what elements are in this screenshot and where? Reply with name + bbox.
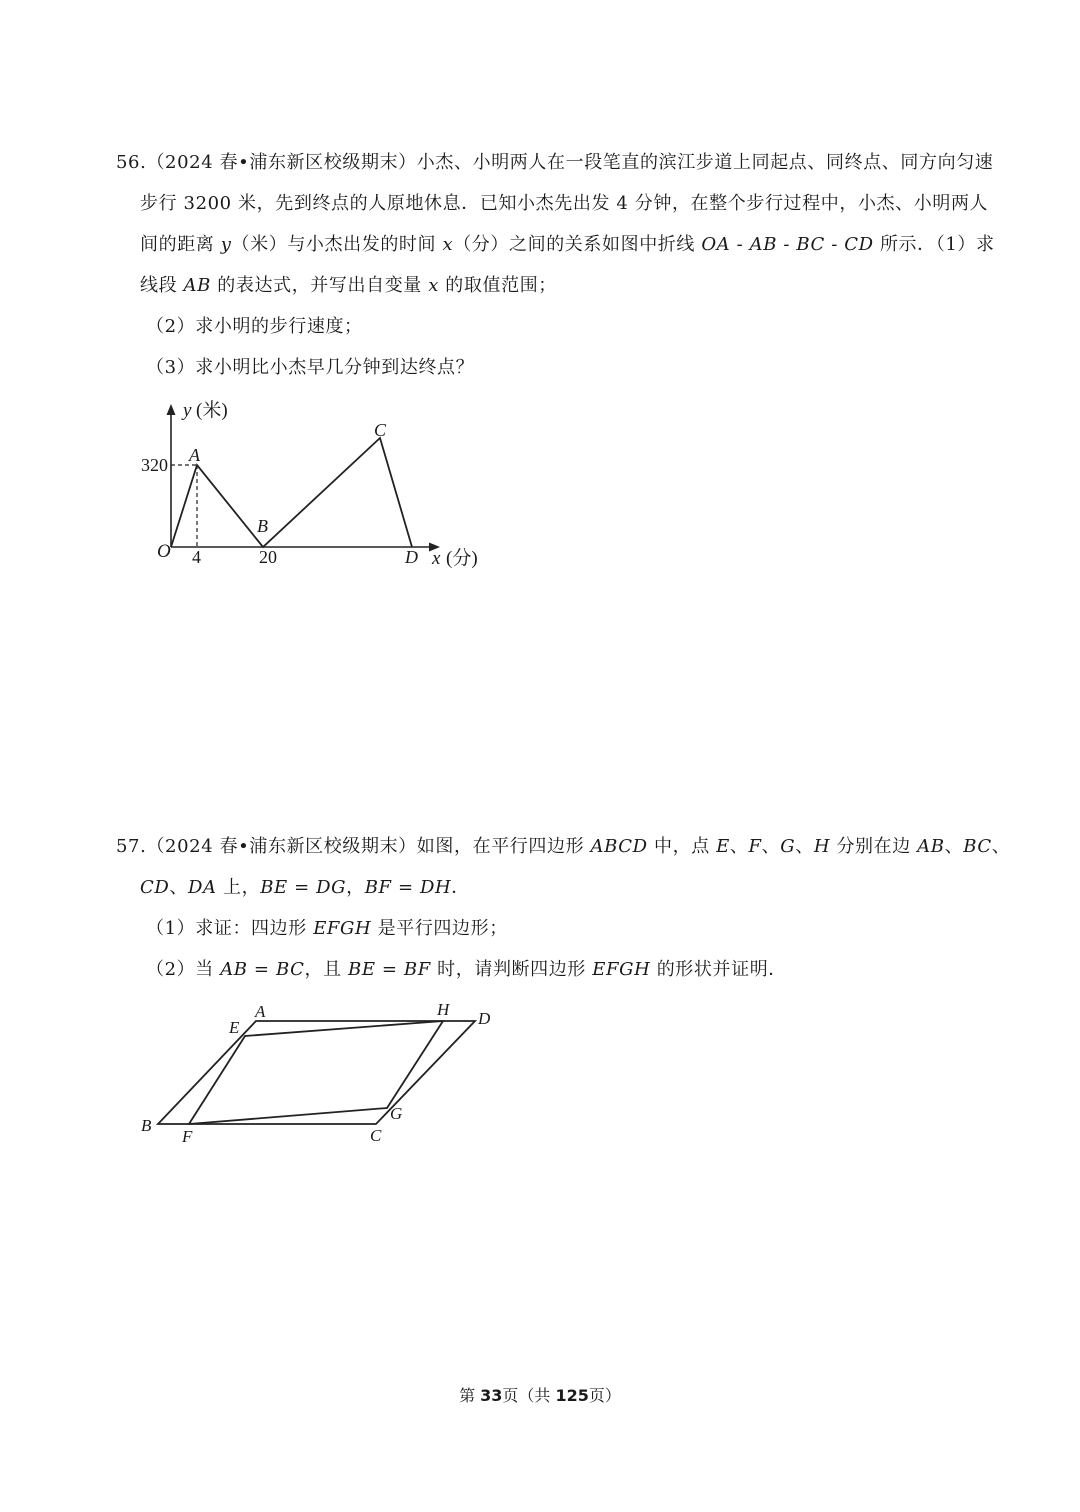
quad-efgh-2: EFGH (592, 959, 651, 980)
page-number: 33 (480, 1386, 503, 1405)
q56-text-4c: 的取值范围； (438, 275, 557, 296)
point-o-label: O (157, 541, 171, 562)
total-pages: 125 (555, 1386, 589, 1405)
fig-label-f: F (182, 1127, 193, 1146)
var-x-2: x (428, 275, 439, 296)
parallelogram-abcd: ABCD (590, 836, 648, 857)
sep: 、 (169, 877, 189, 898)
q57-sub1-b: 是平行四边形； (371, 918, 508, 939)
q56-text-3d: 所示．（1）求 (873, 234, 995, 255)
fig-label-a: A (255, 1002, 266, 1021)
q56-sub-3: （3）求小明比小杰早几分钟到达终点？ (146, 357, 475, 378)
footer-post: 页） (588, 1386, 621, 1405)
x-axis-label: x (432, 548, 441, 569)
equation-be-dg: BE = DG (260, 877, 347, 898)
point-b-label: B (257, 516, 268, 536)
q56-text-1: 小杰、小明两人在一段笔直的滨江步道上同起点、同终点、同方向匀速 (416, 152, 994, 173)
side-ab: AB (917, 836, 945, 857)
point-c-label: C (374, 420, 387, 440)
sep: 、 (729, 836, 749, 857)
q56-number: 56. (116, 152, 147, 173)
var-x: x (442, 234, 454, 255)
point-e: E (716, 836, 730, 857)
quad-efgh: EFGH (313, 918, 372, 939)
y-axis-label: y (183, 400, 192, 421)
point-d-label: D (405, 547, 418, 567)
side-cd: CD (140, 877, 170, 898)
q57-sub2-d: 的形状并证明． (650, 959, 787, 980)
q57-text-1a: 如图，在平行四边形 (416, 836, 591, 857)
q57-text-1b: 中，点 (647, 836, 717, 857)
fig-label-d: D (478, 1009, 491, 1028)
q56-text-4a: 线段 (140, 275, 184, 296)
q56-source: （2024 春•浦东新区校级期末） (146, 152, 417, 173)
sep: 、 (991, 836, 1011, 857)
y-tick-320: 320 (141, 455, 168, 475)
q57-number: 57. (116, 836, 147, 857)
point-g: G (780, 836, 796, 857)
point-a-label: A (189, 445, 200, 465)
sep: 、 (944, 836, 964, 857)
q57-text-2b: ， (346, 877, 365, 898)
x-tick-4: 4 (192, 547, 201, 567)
fig-label-h: H (437, 1000, 450, 1019)
q57-source: （2024 春•浦东新区校级期末） (146, 836, 417, 857)
y-axis-unit: (米) (196, 400, 228, 421)
q57-sub2-c: 时，请判断四边形 (430, 959, 593, 980)
q57-text-2a: 上， (216, 877, 261, 898)
fig-label-g: G (390, 1104, 403, 1123)
page-footer (0, 1383, 1080, 1406)
polyline-name: OA - AB - BC - CD (701, 234, 874, 255)
point-h: H (813, 836, 831, 857)
var-y: y (220, 234, 232, 255)
q57-sub2-b: ，且 (304, 959, 349, 980)
segment-ab: AB (183, 275, 211, 296)
q56-text-2: 步行 3200 米，先到终点的人原地休息．已知小杰先出发 4 分钟，在整个步行过程中，小杰、小明两人 (140, 193, 989, 214)
q56-sub-2: （2）求小明的步行速度； (146, 316, 363, 337)
equation-ab-bc: AB = BC (220, 959, 305, 980)
quadrilateral-efgh-shape (189, 1021, 443, 1124)
fig-label-b: B (141, 1116, 152, 1135)
sep: 、 (761, 836, 781, 857)
footer-pre: 第 (459, 1386, 481, 1405)
fig-label-e: E (229, 1018, 240, 1037)
q56-text-4b: 的表达式，并写出自变量 (210, 275, 429, 296)
q57-text-1c: 分别在边 (830, 836, 918, 857)
q56-text-3a: 间的距离 (140, 234, 221, 255)
footer-mid: 页（共 (502, 1386, 556, 1405)
x-axis-unit: (分) (446, 548, 478, 569)
sep: 、 (795, 836, 814, 857)
q57-sub1-a: （1）求证：四边形 (146, 918, 314, 939)
side-bc: BC (963, 836, 992, 857)
equation-be-bf: BE = BF (348, 959, 431, 980)
parallelogram-abcd-shape (158, 1021, 475, 1124)
x-tick-20: 20 (259, 547, 277, 567)
point-f: F (748, 836, 762, 857)
q57-sub2-a: （2）当 (146, 959, 221, 980)
fig-label-c: C (370, 1126, 382, 1145)
side-da: DA (188, 877, 217, 898)
equation-bf-dh: BF = DH (364, 877, 452, 898)
q56-text-3b: （米）与小杰出发的时间 (231, 234, 443, 255)
q56-text-3c: （分）之间的关系如图中折线 (453, 234, 702, 255)
q57-text-2c: ． (451, 877, 470, 898)
